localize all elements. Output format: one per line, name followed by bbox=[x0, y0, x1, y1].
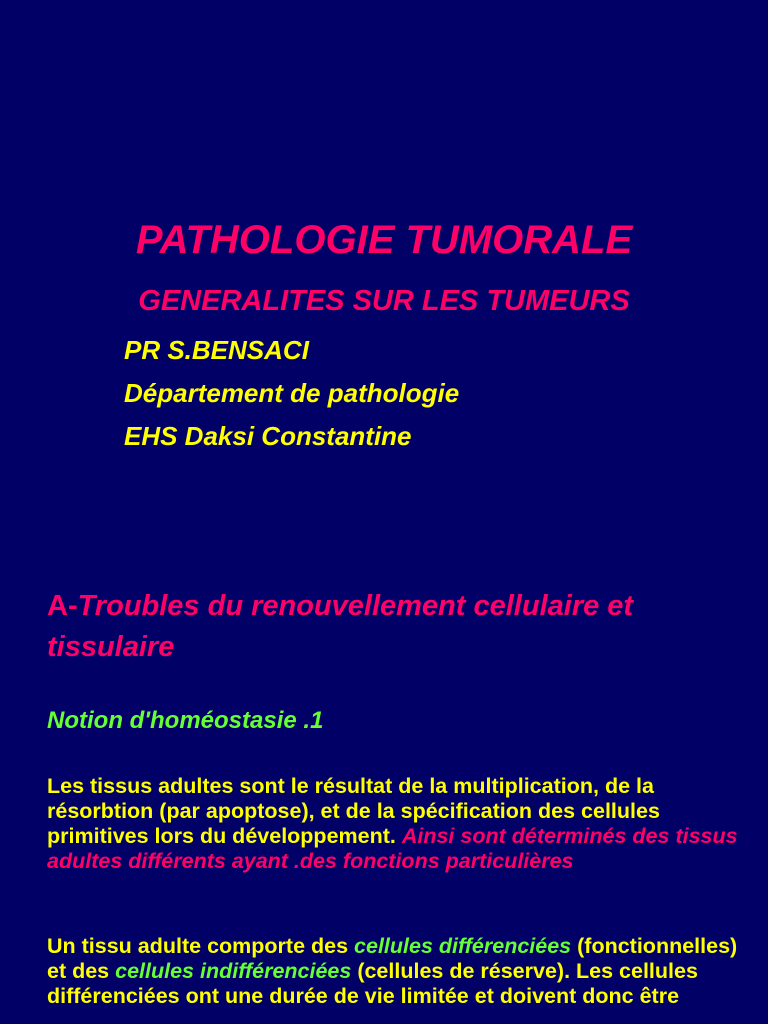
paragraph2-part1: Un tissu adulte comporte des bbox=[47, 934, 355, 958]
paragraph1-emphasis: Ainsi sont déterminés des tissus adultes différents ayant .des fonctions particulières bbox=[47, 824, 738, 873]
author-hospital: EHS Daksi Constantine bbox=[124, 421, 412, 451]
slide-subtitle: GENERALITES SUR LES TUMEURS bbox=[138, 285, 630, 317]
slide-title: PATHOLOGIE TUMORALE bbox=[135, 218, 633, 262]
paragraph-homeostasis bbox=[47, 774, 757, 874]
paragraph2-part2: (fonctionnelles) et des bbox=[47, 934, 738, 983]
paragraph1-text: Les tissus adultes sont le résultat de la multiplication, de la résorbtion (par apoptose), et de la spécification des cellules primitives lors du développement. bbox=[47, 774, 660, 848]
paragraph-tissue bbox=[47, 934, 757, 1009]
paragraph2-differentiated: cellules différenciées bbox=[354, 934, 572, 958]
author-department: Département de pathologie bbox=[124, 378, 460, 408]
paragraph2-part3: (cellules de réserve). Les cellules différenciées ont une durée de vie limitée et doivent donc être bbox=[47, 959, 698, 1008]
author-name: PR S.BENSACI bbox=[124, 335, 309, 365]
notion-heading: Notion d'homéostasie .1 bbox=[47, 707, 324, 734]
paragraph2-undifferentiated: cellules indifférenciées bbox=[115, 959, 352, 983]
section-prefix: A- bbox=[47, 590, 78, 622]
section-title-text: Troubles du renouvellement cellulaire et tissulaire bbox=[47, 590, 634, 663]
section-heading bbox=[47, 586, 747, 668]
